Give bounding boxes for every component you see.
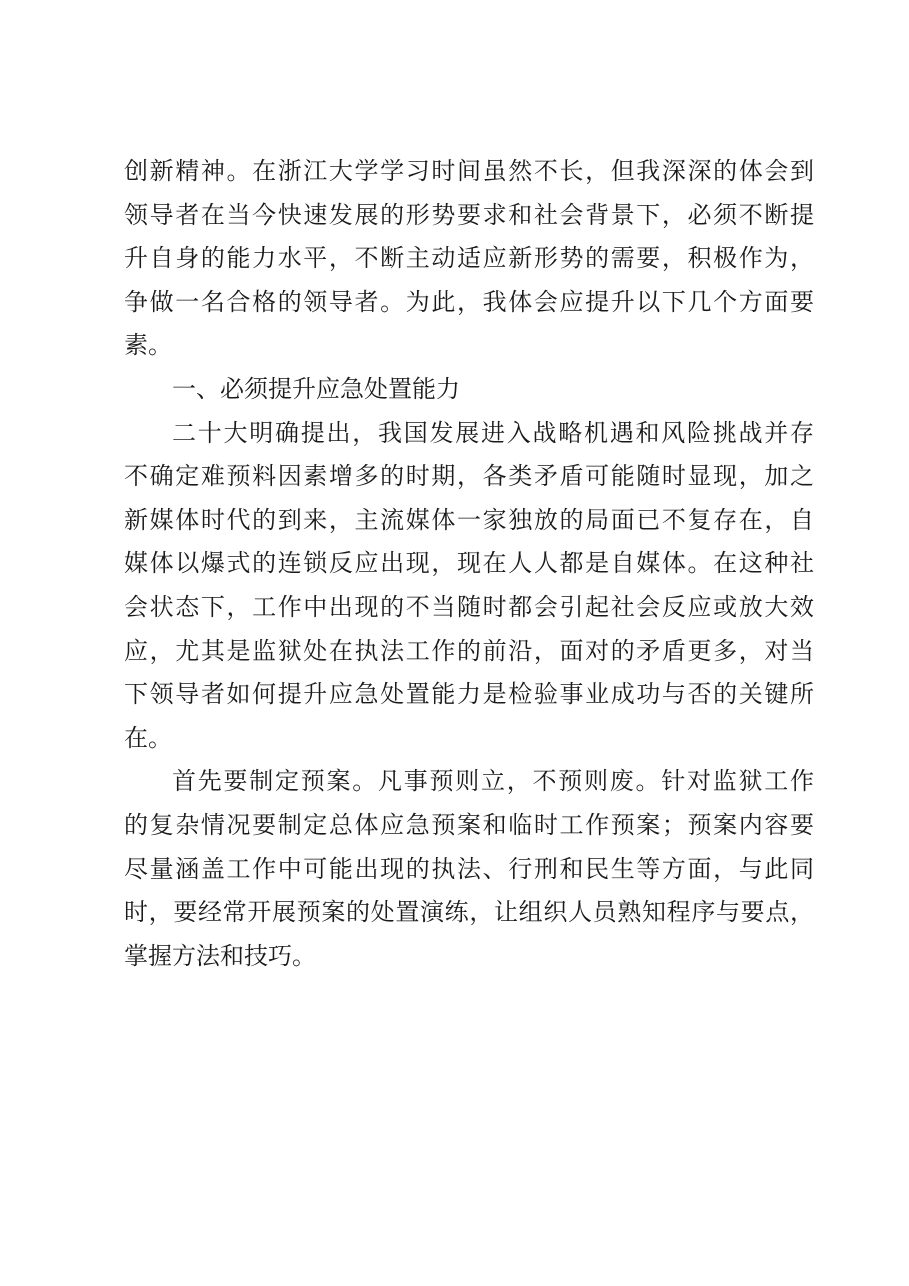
body-text [124, 150, 814, 978]
text-line: 媒体以爆式的连锁反应出现，现在人人都是自媒体。在这种社 [124, 549, 814, 578]
text-line: 应，尤其是监狱处在执法工作的前沿，面对的矛盾更多，对当 [124, 636, 814, 665]
text-line: 素。 [124, 331, 172, 360]
text-line: 首先要制定预案。凡事预则立，不预则废。针对监狱工作 [172, 767, 814, 796]
text-line: 尽量涵盖工作中可能出现的执法、行刑和民生等方面，与此同 [124, 854, 814, 883]
text-line: 掌握方法和技巧。 [124, 941, 316, 970]
text-line: 不确定难预料因素增多的时期，各类矛盾可能随时显现，加之 [124, 462, 814, 491]
text-line: 新媒体时代的到来，主流媒体一家独放的局面已不复存在，自 [124, 505, 814, 534]
text-line: 领导者在当今快速发展的形势要求和社会背景下，必须不断提 [124, 200, 814, 229]
text-line: 时，要经常开展预案的处置演练，让组织人员熟知程序与要点， [124, 898, 814, 927]
text-line: 二十大明确提出，我国发展进入战略机遇和风险挑战并存 [172, 418, 814, 447]
section-heading: 一、必须提升应急处置能力 [172, 374, 460, 403]
text-line: 升自身的能力水平，不断主动适应新形势的需要，积极作为， [124, 244, 814, 273]
text-line: 下领导者如何提升应急处置能力是检验事业成功与否的关键所 [124, 680, 814, 709]
text-line: 在。 [124, 723, 172, 752]
text-line: 会状态下，工作中出现的不当随时都会引起社会反应或放大效 [124, 592, 814, 621]
text-line: 争做一名合格的领导者。为此，我体会应提升以下几个方面要 [124, 287, 814, 316]
text-line: 的复杂情况要制定总体应急预案和临时工作预案；预案内容要 [124, 810, 814, 839]
text-line: 创新精神。在浙江大学学习时间虽然不长，但我深深的体会到 [124, 157, 814, 185]
